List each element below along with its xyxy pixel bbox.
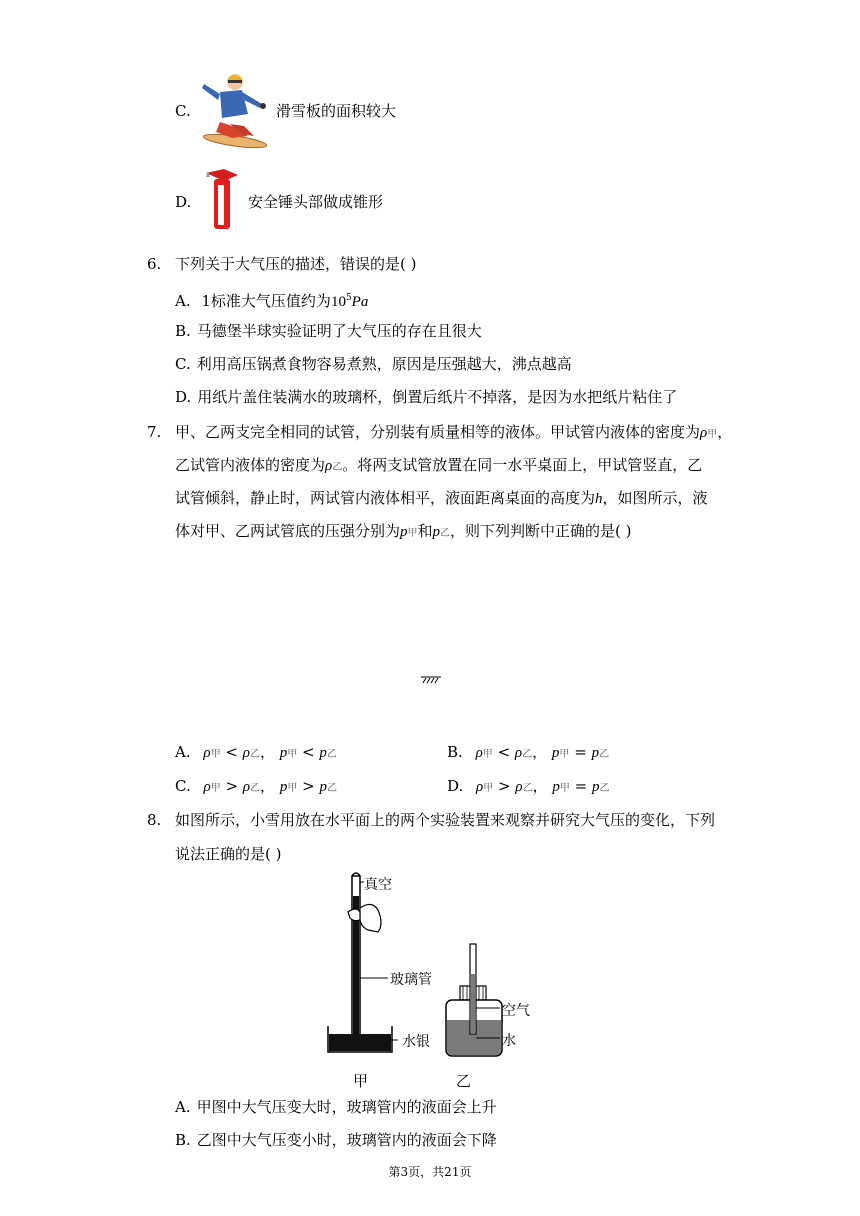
q7-line2: 乙试管内液体的密度为ρ乙。将两支试管放置在同一水平桌面上，甲试管竖直，乙 <box>175 456 703 474</box>
q5-option-d-label: D. <box>175 193 192 211</box>
q8-line2: 说法正确的是( ) <box>175 845 282 863</box>
label-air: 空气 <box>502 1003 530 1019</box>
math-base: 10 <box>330 294 346 310</box>
snowboarder-image <box>198 70 272 152</box>
q6-option-c <box>175 354 572 374</box>
q5-option-c-label: C. <box>175 102 191 120</box>
q8-line1: 如图所示，小雪用放在水平面上的两个实验装置来观察并研究大气压的变化，下列 <box>175 811 716 829</box>
option-label: B. <box>175 322 191 340</box>
q6-stem: 下列关于大气压的描述，错误的是( ) <box>175 255 417 273</box>
q8-number: 8. <box>147 811 162 829</box>
label-jia: 甲 <box>353 1072 369 1090</box>
option-text: 利用高压锅煮食物容易煮熟，原因是压强越大，沸点越高 <box>196 355 572 373</box>
option-label: A. <box>175 292 191 310</box>
option-label: D. <box>175 388 192 406</box>
q7-number: 7. <box>147 423 162 441</box>
label-mercury: 水银 <box>402 1034 430 1050</box>
option-label: C. <box>175 355 191 373</box>
q7-line4: 体对甲、乙两试管底的压强分别为p甲和p乙，则下列判断中正确的是( ) <box>175 522 632 540</box>
option-text: 用纸片盖住装满水的玻璃杯，倒置后纸片不掉落，是因为水把纸片粘住了 <box>197 388 678 406</box>
option-text: 马德堡半球实验证明了大气压的存在且很大 <box>196 322 482 340</box>
q6-option-b <box>175 321 482 341</box>
q8-option-a: A. 甲图中大气压变大时，玻璃管内的液面会上升 <box>175 1098 497 1116</box>
option-text: 1标准大气压值约为 <box>201 292 331 310</box>
math-exponent: 5 <box>345 293 352 303</box>
q7-option-a: A. ρ甲 < ρ乙， p甲 < p乙 <box>175 743 337 761</box>
q7-line3: 试管倾斜，静止时，两试管内液体相平，液面距离桌面的高度为h，如图所示，液 <box>175 489 708 507</box>
label-vacuum: 真空 <box>364 877 392 893</box>
q7-option-b: B. ρ甲 < ρ乙， p甲 = p乙 <box>447 743 610 761</box>
page-footer: 第3页，共21页 <box>388 1165 472 1179</box>
q7-line1: 甲、乙两支完全相同的试管，分别装有质量相等的液体。甲试管内液体的密度为ρ甲， <box>175 423 733 441</box>
math-unit: Pa <box>351 294 369 310</box>
q8-option-b: B. 乙图中大气压变小时，玻璃管内的液面会下降 <box>175 1131 497 1149</box>
q5-option-d-text: 安全锤头部做成锥形 <box>248 193 384 211</box>
label-glass-tube: 玻璃管 <box>390 972 432 988</box>
safety-hammer-image <box>202 167 242 233</box>
table-surface-hatch <box>421 670 441 680</box>
q6-number: 6. <box>147 255 162 273</box>
q5-option-c-text: 滑雪板的面积较大 <box>276 102 397 120</box>
q7-option-c: C. ρ甲 > ρ乙， p甲 > p乙 <box>175 777 337 795</box>
q6-option-a <box>175 288 368 312</box>
label-water: 水 <box>502 1033 516 1049</box>
label-yi: 乙 <box>456 1072 472 1090</box>
q7-option-d: D. ρ甲 > ρ乙， p甲 = p乙 <box>447 777 610 795</box>
q6-option-d <box>175 387 677 407</box>
